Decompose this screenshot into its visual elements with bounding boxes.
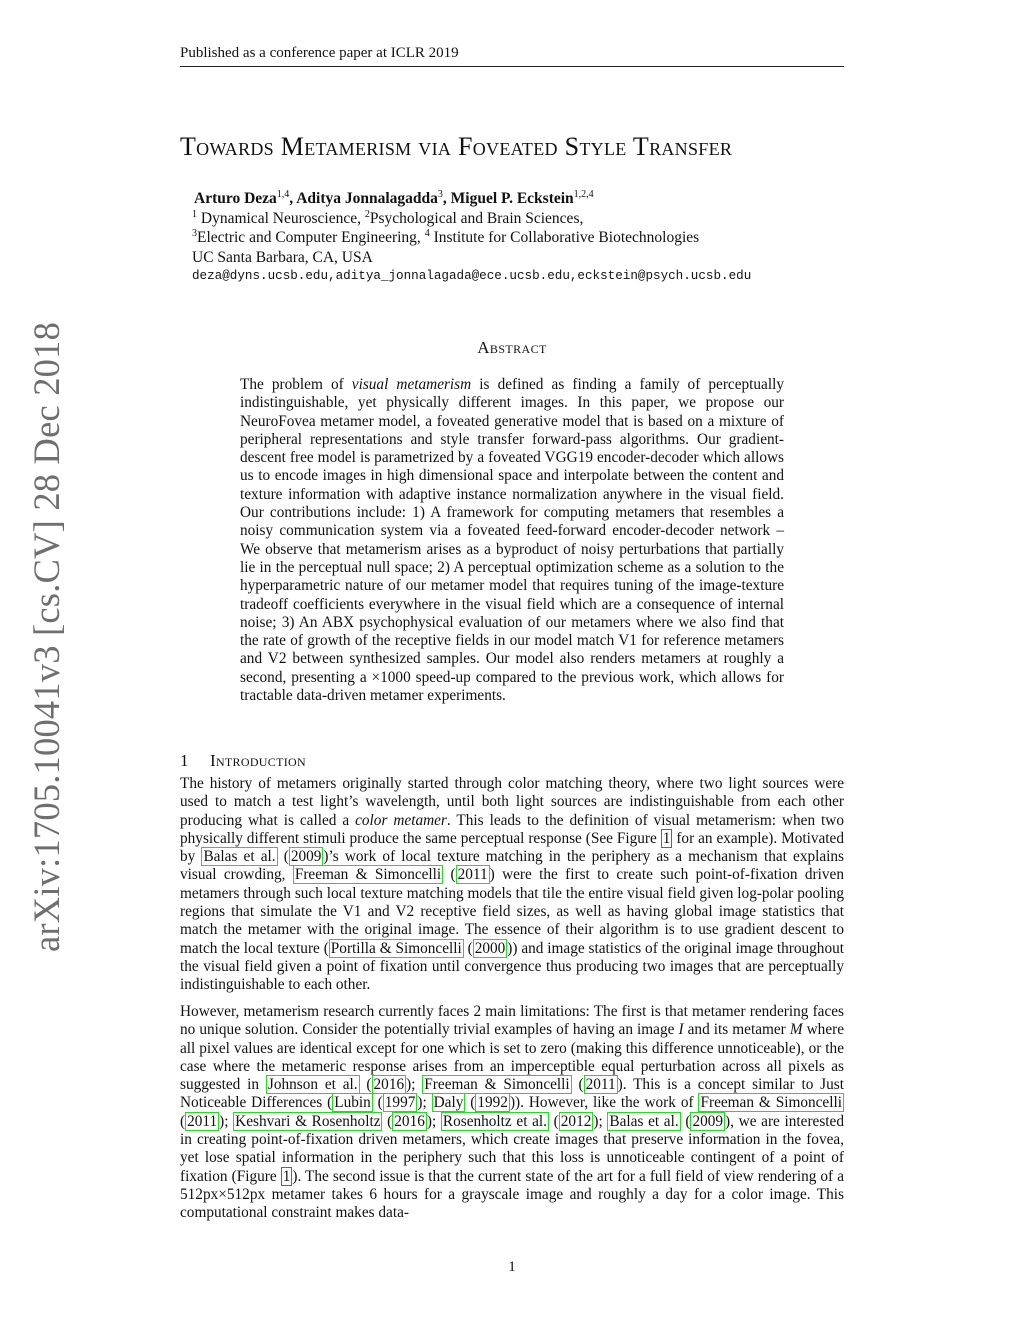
section-heading-introduction xyxy=(180,750,580,772)
citation-year-link[interactable]: 2009 xyxy=(290,848,322,866)
affiliation-line: $^1$ Dynamical Neuroscience, $^2$Psychological and Brain Sciences, xyxy=(192,208,584,227)
intro-paragraph-1: The history of metamers originally started through color matching theory, where two light sources were used to match a test light’s wavelength, until both light sources are indistinguishable from each other producing what is called a color metamer. This leads to the definition of visual metamerism: when two physically different stimuli produce the same perceptual response (See Figure 1 for an example). Motivated by Balas et al. ( 2009 )’s work of local texture matching in the periphery as a mechanism that explains visual crowding, Freeman & Simoncelli ( 2011 ) were the first to create such point-of-fixation driven metamers through such local texture matching models that tile the entire visual field given log-polar pooling regions that simulate the V1 and V2 receptive field sizes, as well as having global image statistics that match the metamer with the original image. The essence of their algorithm is to use gradient descent to match the local texture ( Portilla & Simoncelli ( 2000 )) and image statistics of the original image throughout the visual field given a point of fixation until convergence thus producing two images that are perceptually indistinguishable to each other. xyxy=(180,775,845,994)
author-name: Arturo Deza xyxy=(194,190,277,207)
citation-link[interactable]: Keshvari & Rosenholtz xyxy=(235,1112,381,1130)
citation-year-link[interactable]: 2000 xyxy=(474,939,506,957)
section-title: Introduction xyxy=(210,751,306,770)
citation-link[interactable]: Freeman & Simoncelli xyxy=(424,1076,570,1094)
author-affiliation-sup: 1,2,4 xyxy=(573,189,594,200)
citation-year-link[interactable]: 1997 xyxy=(384,1094,416,1112)
paper-title: Towards Metamerism via Foveated Style Transfer xyxy=(180,132,733,161)
citation-link[interactable]: Portilla & Simoncelli xyxy=(330,939,462,957)
running-header: Published as a conference paper at ICLR 2019 xyxy=(180,44,844,67)
author-affiliation-sup: 3 xyxy=(437,189,443,200)
author-block xyxy=(192,189,852,287)
citation-link[interactable]: Balas et al. xyxy=(203,848,276,866)
citation-link[interactable]: Daly xyxy=(433,1094,464,1112)
citation-year-link[interactable]: 2016 xyxy=(373,1076,405,1094)
citation-year-link[interactable]: 2009 xyxy=(692,1112,724,1130)
author-name: Miguel P. Eckstein xyxy=(450,190,574,207)
citation-year-link[interactable]: 2011 xyxy=(187,1112,218,1130)
affiliation-location: UC Santa Barbara, CA, USA xyxy=(192,248,373,266)
section-number: 1 xyxy=(180,751,189,770)
citation-year-link[interactable]: 2011 xyxy=(457,866,488,884)
affiliation-line: $^3$Electric and Computer Engineering, $^4$ Institute for Collaborative Biotechnologies xyxy=(192,228,700,246)
author-emails[interactable]: deza@dyns.ucsb.edu,aditya_jonnalagada@ece.ucsb.edu,eckstein@psych.ucsb.edu xyxy=(192,269,752,283)
abstract-heading: Abstract xyxy=(477,338,547,357)
figure-ref-link[interactable]: 1 xyxy=(662,829,671,847)
citation-link[interactable]: Balas et al. xyxy=(609,1112,679,1130)
page-number: 1 xyxy=(508,1259,516,1275)
abstract-text: The problem of visual metamerism is defined as finding a family of perceptually indistinguishable, yet physically different images. In this paper, we propose our NeuroFovea metamer model, a foveated generative model that is based on a mixture of peripheral representations and style transfer forward-pass algorithms. Our gradient-descent free model is parametrized by a foveated VGG19 encoder-decoder which allows us to encode images in high dimensional space and interpolate between the content and texture information with adaptive instance normalization anywhere in the visual field. Our contributions include: 1) A framework for computing metamers that resembles a noisy communication system via a foveated feed-forward encoder-decoder network – We observe that metamerism arises as a byproduct of noisy perturbations that partially lie in the perceptual null space; 2) A perceptual optimization scheme as a solution to the hyperparametric nature of our metamer model that requires tuning of the image-texture tradeoff coefficients everywhere in the visual field which are a consequence of internal noise; 3) An ABX psychophysical evaluation of our metamers where we also find that the rate of growth of the receptive fields in our model match V1 for reference metamers and V2 between synthesized samples. Our model also renders metamers at roughly a second, presenting a ×1000 speed-up compared to the previous work, which allows for tractable data-driven metamer experiments. xyxy=(240,376,784,705)
citation-link[interactable]: Rosenholtz et al. xyxy=(442,1112,547,1130)
citation-year-link[interactable]: 2016 xyxy=(394,1112,425,1130)
arxiv-stamp: arXiv:1705.10041v3 [cs.CV] 28 Dec 2018 xyxy=(26,321,67,952)
citation-year-link[interactable]: 2011 xyxy=(585,1076,616,1094)
intro-paragraph-2: However, metamerism research currently faces 2 main limitations: The first is that metamer rendering faces no unique solution. Consider the potentially trivial examples of having an image I and its metamer M where all pixel values are identical except for one which is set to zero (making this difference unnoticeable), or the case where the metameric response arises from an imperceptible equal perturbation across all pixels as suggested in Johnson et al. ( 2016 ); Freeman & Simoncelli ( 2011 ). This is a concept similar to Just Noticeable Differences ( Lubin ( 1997 ); Daly ( 1992 )). However, like the work of Freeman & Simoncelli ( 2011 ); Keshvari & Rosenholtz ( 2016 ); Rosenholtz et al. ( 2012 ); Balas et al. ( 2009 ), we are interested in creating point-of-fixation driven metamers, which create images that preserve information in the fovea, yet lose spatial information in the periphery such that this loss is unnoticeable contingent of a point of fixation (Figure 1 ). The second issue is that the current state of the art for a full field of view rendering of a 512px×512px metamer takes 6 hours for a grayscale image and roughly a day for a color image. This computational constraint makes data- xyxy=(180,1003,844,1222)
citation-link[interactable]: Lubin xyxy=(334,1094,371,1112)
citation-year-link[interactable]: 2012 xyxy=(560,1112,592,1130)
author-affiliation-sup: 1,4 xyxy=(276,189,290,200)
author-names: Arturo Deza$^{1,4}$, Aditya Jonnalagadda$^3$, Miguel P. Eckstein$^{1,2,4}$ xyxy=(194,189,594,207)
citation-link[interactable]: Johnson et al. xyxy=(267,1076,358,1094)
figure-ref-link[interactable]: 1 xyxy=(282,1167,291,1185)
citation-year-link[interactable]: 1992 xyxy=(477,1094,508,1112)
citation-link[interactable]: Freeman & Simoncelli xyxy=(700,1094,842,1112)
citation-link[interactable]: Freeman & Simoncelli xyxy=(294,866,442,884)
author-name: Aditya Jonnalagadda xyxy=(296,190,438,207)
